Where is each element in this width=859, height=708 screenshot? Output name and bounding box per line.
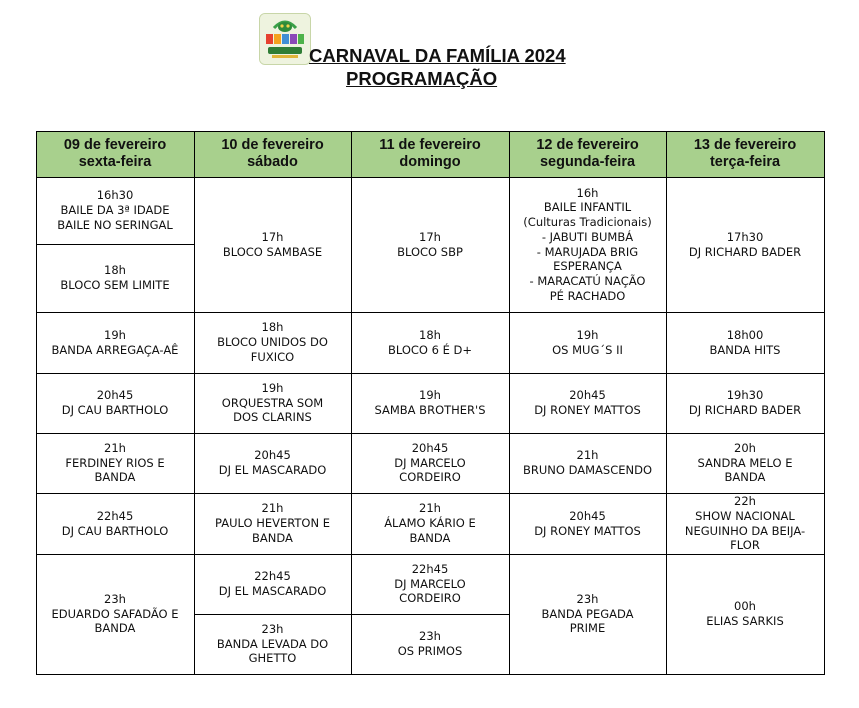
- event-text: BLOCO SBP: [397, 244, 463, 259]
- header-weekday: domingo: [399, 154, 461, 170]
- header-day-3: [351, 131, 509, 177]
- header-date: 12 de fevereiro: [536, 137, 639, 153]
- header-day-5: [666, 131, 824, 177]
- event-cell-d2-4: [194, 493, 351, 554]
- event-time: 21h: [576, 448, 599, 463]
- row-border: [666, 373, 824, 374]
- row-border: [351, 554, 509, 555]
- header-date: 09 de fevereiro: [63, 137, 167, 153]
- event-time: 16h30: [96, 188, 134, 203]
- header-weekday: segunda-feira: [539, 154, 636, 170]
- column-border: [824, 131, 825, 675]
- event-text: BANDA: [94, 470, 136, 485]
- column-border: [351, 131, 352, 675]
- event-text: ELIAS SARKIS: [706, 614, 784, 628]
- column-border: [194, 131, 195, 675]
- row-border: [194, 373, 351, 374]
- event-text: BANDA HITS: [709, 342, 781, 357]
- event-time: 22h45: [411, 561, 449, 576]
- event-cell-d3-1: [351, 312, 509, 373]
- event-text: PAULO HEVERTON E: [215, 516, 330, 531]
- event-text: BAILE NO SERINGAL: [57, 217, 173, 232]
- row-border: [194, 433, 351, 434]
- event-time: 00h: [734, 599, 756, 614]
- event-cell-d4-2: [509, 373, 666, 433]
- event-time: 22h: [734, 494, 756, 509]
- event-time: 20h45: [96, 388, 134, 403]
- event-cell-d5-2: [666, 373, 824, 433]
- event-text: (Culturas Tradicionais): [523, 215, 652, 230]
- header-day-1: [36, 131, 194, 177]
- row-border: [666, 493, 824, 494]
- event-time: 19h: [419, 388, 441, 403]
- event-text: DJ CAU BARTHOLO: [61, 523, 169, 538]
- event-text: BLOCO SEM LIMITE: [60, 278, 170, 292]
- event-cell-d3-4: [351, 493, 509, 554]
- event-text: PRIME: [569, 621, 606, 636]
- event-text: BLOCO SAMBASE: [222, 244, 323, 259]
- row-border: [194, 614, 351, 615]
- event-text: - JABUTI BUMBÁ: [541, 229, 634, 244]
- column-border: [509, 131, 510, 675]
- event-text: SAMBA BROTHER'S: [374, 403, 486, 417]
- header-date: 13 de fevereiro: [693, 137, 797, 153]
- row-border: [666, 312, 824, 313]
- event-time: 20h45: [569, 388, 606, 403]
- event-text: DJ RONEY MATTOS: [534, 403, 641, 417]
- event-text: ÁLAMO KÁRIO E: [384, 516, 476, 531]
- event-time: 21h: [419, 501, 441, 516]
- row-border: [194, 554, 351, 555]
- header-weekday: sábado: [247, 154, 298, 170]
- event-text: BANDA PEGADA: [541, 606, 634, 621]
- event-text: BANDA: [724, 470, 766, 485]
- row-border: [351, 373, 509, 374]
- header-date: 11 de fevereiro: [379, 137, 481, 153]
- event-cell-d4-0: [509, 177, 666, 312]
- event-cell-d1-6: [36, 554, 194, 674]
- header-day-2: [194, 131, 351, 177]
- event-text: DJ RONEY MATTOS: [534, 523, 641, 538]
- event-time: 23h: [419, 629, 441, 644]
- row-border: [351, 614, 509, 615]
- event-text: SANDRA MELO E: [697, 455, 793, 470]
- event-text: BLOCO 6 É D+: [387, 342, 473, 357]
- event-time: 18h: [419, 327, 441, 342]
- event-time: 21h: [261, 501, 284, 516]
- header-weekday: terça-feira: [709, 154, 781, 170]
- row-border: [351, 493, 509, 494]
- event-time: 20h: [734, 440, 756, 455]
- event-time: 16h: [576, 185, 599, 200]
- row-border: [36, 177, 824, 178]
- event-time: 23h: [576, 591, 599, 606]
- event-time: 22h45: [96, 508, 134, 523]
- event-time: 17h: [261, 229, 284, 244]
- event-time: 19h: [104, 327, 126, 342]
- row-border: [351, 312, 509, 313]
- row-border: [351, 433, 509, 434]
- event-time: 17h: [419, 229, 441, 244]
- event-text: DJ RICHARD BADER: [688, 244, 802, 259]
- row-border: [36, 674, 825, 675]
- event-cell-d3-6: [351, 614, 509, 674]
- event-text: DJ RICHARD BADER: [688, 403, 802, 417]
- event-cell-d4-3: [509, 433, 666, 493]
- event-cell-d4-4: [509, 493, 666, 554]
- event-cell-d1-3: [36, 373, 194, 433]
- event-text: GHETTO: [248, 651, 297, 666]
- event-time: 22h45: [254, 569, 291, 584]
- row-border: [36, 373, 194, 374]
- column-border: [36, 131, 37, 675]
- event-time: 18h: [104, 263, 126, 278]
- event-time: 19h: [576, 327, 599, 342]
- row-border: [509, 493, 666, 494]
- event-cell-d2-3: [194, 433, 351, 493]
- event-cell-d4-5: [509, 554, 666, 674]
- event-text: BANDA: [409, 530, 451, 545]
- event-text: BANDA ARREGAÇA-AÊ: [51, 342, 179, 357]
- event-text: SHOW NACIONAL: [695, 508, 795, 523]
- header-date: 10 de fevereiro: [221, 137, 324, 153]
- event-text: BLOCO UNIDOS DO: [217, 335, 328, 350]
- event-cell-d4-1: [509, 312, 666, 373]
- row-border: [509, 433, 666, 434]
- row-border: [36, 493, 194, 494]
- event-cell-d1-5: [36, 493, 194, 554]
- event-cell-d5-1: [666, 312, 824, 373]
- event-cell-d2-2: [194, 373, 351, 433]
- event-text: FLOR: [730, 538, 760, 553]
- event-cell-d5-3: [666, 433, 824, 493]
- event-text: BAILE INFANTIL: [543, 200, 632, 215]
- event-text: DJ EL MASCARADO: [218, 584, 327, 598]
- event-cell-d1-1: [36, 244, 194, 312]
- event-cell-d2-1: [194, 312, 351, 373]
- event-text: FERDINEY RIOS E: [65, 455, 165, 470]
- event-time: 23h: [104, 591, 126, 606]
- event-text: - MARUJADA BRIG: [536, 244, 639, 259]
- event-time: 20h45: [569, 508, 606, 523]
- event-text: EDUARDO SAFADÃO E: [51, 606, 179, 621]
- event-text: OS MUG´S II: [552, 342, 623, 357]
- event-time: 18h00: [726, 327, 764, 342]
- header-weekday: sexta-feira: [78, 154, 152, 170]
- event-text: FUXICO: [250, 349, 295, 364]
- row-border: [36, 433, 194, 434]
- event-time: 21h: [104, 440, 126, 455]
- event-cell-d1-2: [36, 312, 194, 373]
- column-border: [666, 131, 667, 675]
- row-border: [36, 131, 824, 132]
- event-text: ORQUESTRA SOM: [221, 395, 324, 410]
- row-border: [194, 312, 351, 313]
- event-text: DJ EL MASCARADO: [218, 463, 327, 477]
- row-border: [509, 373, 666, 374]
- event-cell-d2-5: [194, 554, 351, 614]
- event-text: BAILE DA 3ª IDADE: [60, 203, 170, 218]
- event-cell-d2-0: [194, 177, 351, 312]
- row-border: [36, 554, 194, 555]
- event-time: 23h: [261, 621, 284, 636]
- event-time: 19h: [261, 380, 284, 395]
- event-text: BANDA: [94, 621, 136, 636]
- event-text: DJ CAU BARTHOLO: [61, 403, 169, 417]
- event-cell-d3-0: [351, 177, 509, 312]
- event-text: NEGUINHO DA BEIJA-: [684, 523, 806, 538]
- event-cell-d3-3: [351, 433, 509, 493]
- page-title: CARNAVAL DA FAMÍLIA 2024: [309, 45, 566, 66]
- event-text: - MARACATÚ NAÇÃO: [529, 273, 646, 288]
- event-text: ESPERANÇA: [553, 259, 622, 274]
- row-border: [194, 493, 351, 494]
- event-text: OS PRIMOS: [397, 644, 463, 658]
- event-text: BANDA: [252, 530, 293, 545]
- event-cell-d2-6: [194, 614, 351, 674]
- event-text: CORDEIRO: [399, 470, 461, 485]
- event-cell-d3-5: [351, 554, 509, 614]
- row-border: [509, 554, 666, 555]
- row-border: [36, 244, 194, 245]
- event-time: 18h: [261, 320, 284, 335]
- event-time: 20h45: [411, 440, 449, 455]
- event-cell-d1-0: [36, 177, 194, 244]
- event-cell-d1-4: [36, 433, 194, 493]
- row-border: [666, 433, 824, 434]
- event-time: 19h30: [726, 388, 764, 403]
- event-cell-d5-4: [666, 493, 824, 554]
- event-cell-d5-5: [666, 554, 824, 674]
- event-time: 20h45: [254, 448, 291, 463]
- header-day-4: [509, 131, 666, 177]
- event-time: 17h30: [726, 229, 764, 244]
- row-border: [666, 554, 824, 555]
- event-text: PÉ RACHADO: [549, 288, 626, 303]
- event-text: DJ MARCELO: [394, 455, 466, 470]
- event-text: DOS CLARINS: [233, 410, 312, 425]
- page-subtitle: PROGRAMAÇÃO: [346, 68, 498, 89]
- event-text: BANDA LEVADA DO: [216, 636, 329, 651]
- event-cell-d5-0: [666, 177, 824, 312]
- row-border: [509, 312, 666, 313]
- event-text: DJ MARCELO: [394, 576, 466, 591]
- event-cell-d3-2: [351, 373, 509, 433]
- event-text: CORDEIRO: [399, 591, 461, 606]
- event-text: BRUNO DAMASCENDO: [522, 463, 653, 477]
- row-border: [36, 312, 194, 313]
